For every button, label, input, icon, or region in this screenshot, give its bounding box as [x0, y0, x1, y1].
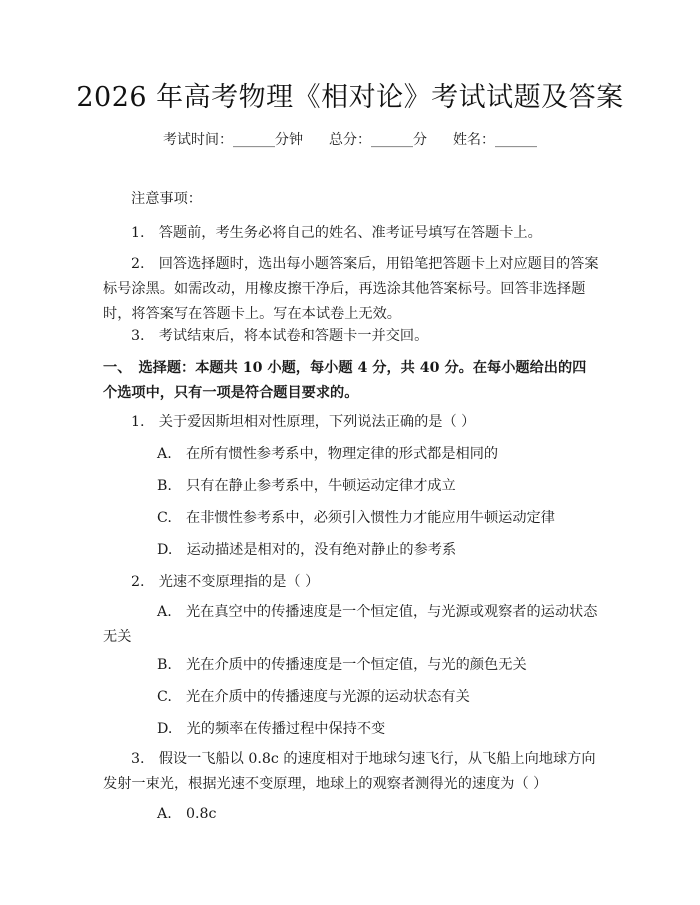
- question-2-option-b: B. 光在介质中的传播速度是一个恒定值，与光的颜色无关: [157, 657, 527, 673]
- question-1-option-d: D. 运动描述是相对的，没有绝对静止的参考系: [157, 542, 457, 558]
- notes-heading: 注意事项：: [131, 191, 202, 207]
- question-2-option-d: D. 光的频率在传播过程中保持不变: [157, 721, 386, 737]
- question-3-stem: 3. 假设一飞船以 0.8c 的速度相对于地球匀速飞行，从飞船上向地球方向发射一束光，根据光速不变原理，地球上的观察者测得光的速度为（ ）: [103, 751, 596, 792]
- question-1-stem: 1. 关于爱因斯坦相对性原理，下列说法正确的是（ ）: [131, 414, 476, 430]
- note-item-1: 1. 答题前，考生务必将自己的姓名、准考证号填写在答题卡上。: [131, 225, 542, 241]
- section-one-heading: 一、 选择题：本题共 10 小题，每小题 4 分，共 40 分。在每小题给出的四个选项中，只有一项是符合题目要求的。: [103, 360, 587, 401]
- question-1-option-b: B. 只有在静止参考系中，牛顿运动定律才成立: [157, 478, 456, 494]
- exam-time-field: 考试时间：______分钟: [163, 132, 303, 148]
- question-2-option-c: C. 光在介质中的传播速度与光源的运动状态有关: [157, 689, 470, 705]
- exam-meta: [0, 129, 700, 151]
- note-item-2: 2. 回答选择题时，选出每小题答案后，用铅笔把答题卡上对应题目的答案标号涂黑。如需改动，用橡皮擦干净后，再选涂其他答案标号。回答非选择题时，将答案写在答题卡上。写在本试卷上无效。: [103, 256, 599, 322]
- note-item-3: 3. 考试结束后，将本试卷和答题卡一并交回。: [131, 328, 429, 344]
- question-1-option-a: A. 在所有惯性参考系中，物理定律的形式都是相同的: [157, 446, 499, 462]
- page-title: 2026 年高考物理《相对论》考试试题及答案: [76, 82, 624, 113]
- student-name-field: 姓名：______: [453, 132, 537, 148]
- question-3-option-a: A. 0.8c: [157, 806, 217, 822]
- question-1-option-c: C. 在非惯性参考系中，必须引入惯性力才能应用牛顿运动定律: [157, 510, 555, 526]
- total-score-field: 总分：______分: [329, 132, 427, 148]
- question-2-option-a: A. 光在真空中的传播速度是一个恒定值，与光源或观察者的运动状态无关: [103, 604, 598, 645]
- question-2-stem: 2. 光速不变原理指的是（ ）: [131, 574, 320, 590]
